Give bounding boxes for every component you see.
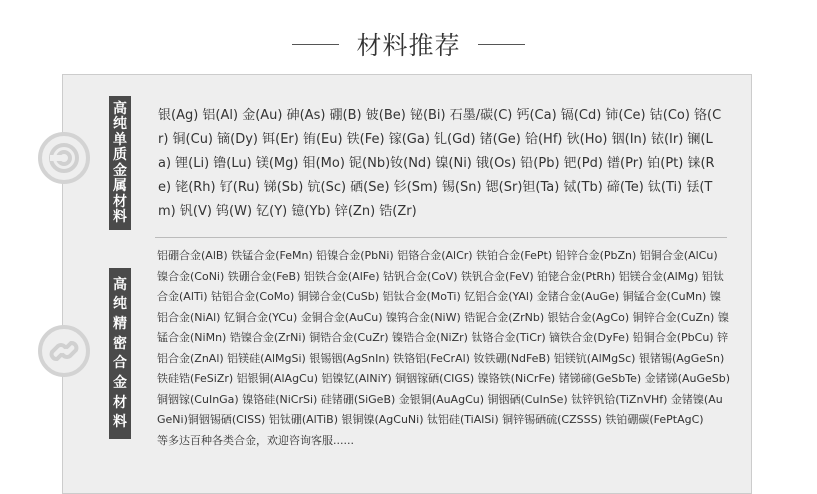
section2-label [109, 268, 131, 439]
label-char: 精 [113, 315, 127, 332]
section1-label [109, 96, 131, 230]
section2-alloys: 铝硼合金(AlB) 铁锰合金(FeMn) 铅镍合金(PbNi) 铝铬合金(AlCr) 铁铂合金(FePt) 铅锌合金(PbZn) 铝铜合金(AlCu) 镍合金(CoNi) 铁硼合金(FeB) 铝铁合金(AlFe) 钴钒合金(CoV) 铁钒合金(FeV) 铂铑合金(PtRh) 铝镁合金(AlMg) 铝钛合金(AlTi) 钴铝合金(CoMo) 铜锑合金(CuSb) 铝钛合金(MoTi) 钇铝合金(YAl) 金锗合金(AuGe) 铜锰合金(CuMn) 镍铝合金(NiAl) 钇铜合金(YCu) 金铜合金(AuCu) 镍钨合金(NiW) 锆铌合金(ZrNb) 银钴合金(AgCo) 铜锌合金(CuZn) 镍锰合金(NiMn) 锆镍合金(ZrNi) 铜锆合金(CuZr) 镍锆合金(NiZr) 钛铬合金(TiCr) 镝铁合金(DyFe) 铅铜合金(PbCu) 锌铝合金(ZnAl) 铝镁硅(AlMgSi) 银锡铟(AgSnIn) 铁铬铝(FeCrAl) 钕铁硼(NdFeB) 铝镁钪(AlMgSc) 银锗锡(AgGeSn) 铁硅锆(FeSiZr) 铝银铜(AlAgCu) 铝镍钇(AlNiY) 铜铟镓硒(CIGS) 镍铬铁(NiCrFe) 锗锑碲(GeSbTe) 金锗锑(AuGeSb) 铜铟镓(CuInGa) 镍铬硅(NiCrSi) 硅锗硼(SiGeB) 金银铜(AuAgCu) 铜铟硒(CuInSe) 钛锌钒铪(TiZnVHf) 金锗镍(AuGeNi)铜铟锡硒(CISS) 铝钛硼(AlTiB) 银铜镍(AgCuNi) 钛铝硅(TiAlSi) 铜锌锡硒硫(CZSSS) 铁铂硼碳(FePtAgC) [157, 249, 731, 426]
section-divider [155, 237, 727, 238]
header-line-right [478, 44, 525, 45]
label-char: 金 [113, 374, 127, 391]
label-char: 单 [113, 131, 127, 148]
ring-icon [38, 132, 90, 184]
section-header [0, 22, 817, 66]
section2-text [157, 246, 730, 451]
label-char: 料 [113, 209, 127, 226]
label-char: 质 [113, 147, 127, 164]
label-char: 属 [113, 178, 127, 195]
section1-text: 银(Ag) 铝(Al) 金(Au) 砷(As) 硼(B) 铍(Be) 铋(Bi) 石墨/碳(C) 钙(Ca) 镉(Cd) 铈(Ce) 钴(Co) 铬(Cr) 铜(Cu) 镝(Dy) 铒(Er) 铕(Eu) 铁(Fe) 镓(Ga) 钆(Gd) 锗(Ge) 铪(Hf) 钬(Ho) 铟(In) 铱(Ir) 镧(La) 锂(Li) 镥(Lu) 镁(Mg) 钼(Mo) 铌(Nb)钕(Nd) 镍(Ni) 锇(Os) 铅(Pb) 钯(Pd) 镨(Pr) 铂(Pt) 铼(Re) 铑(Rh) 钌(Ru) 锑(Sb) 钪(Sc) 硒(Se) 钐(Sm) 锡(Sn) 锶(Sr)钽(Ta) 铽(Tb) 碲(Te) 钛(Ti) 铥(Tm) 钒(V) 钨(W) 钇(Y) 镱(Yb) 锌(Zn) 锆(Zr) [158, 108, 722, 219]
label-char: 密 [113, 335, 127, 352]
label-char: 高 [113, 100, 127, 117]
label-char: 金 [113, 162, 127, 179]
header-line-left [292, 44, 339, 45]
label-char: 材 [113, 394, 127, 411]
link-icon [38, 325, 90, 377]
section2-footer: 等多达百种各类合金，欢迎咨询客服...... [157, 433, 354, 447]
label-char: 纯 [113, 116, 127, 133]
label-char: 纯 [113, 296, 127, 313]
label-char: 高 [113, 276, 127, 293]
label-char: 合 [113, 355, 127, 372]
page-title: 材料推荐 [356, 31, 461, 60]
label-char: 材 [113, 193, 127, 210]
label-char: 料 [113, 414, 127, 431]
